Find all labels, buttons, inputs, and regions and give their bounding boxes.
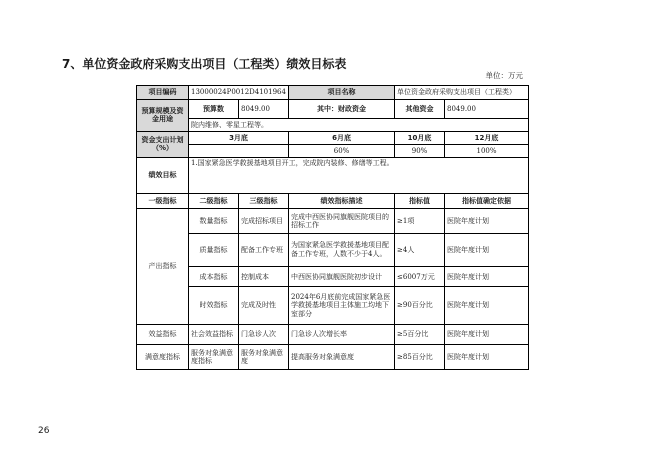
level3-indicator: 门急诊人次 (239, 324, 289, 344)
level3-indicator: 完成及时性 (239, 287, 289, 325)
table-row (137, 209, 529, 234)
month-header: 3月底 (189, 132, 289, 145)
unit-label: 单位：万元 (485, 71, 523, 80)
column-header: 二级指标 (189, 194, 239, 209)
level2-indicator: 社会效益指标 (189, 324, 239, 344)
plan-label: 资金支出计划（%） (137, 132, 189, 158)
budget-amount-label: 预算数 (189, 99, 239, 118)
indicator-value: ≥1项 (395, 209, 445, 234)
column-header: 指标值确定依据 (445, 194, 529, 209)
indicator-basis: 医院年度计划 (445, 233, 529, 266)
month-header: 10月底 (395, 132, 445, 145)
project-code: 13000024P0012D4101964 (189, 86, 289, 100)
level3-indicator: 完成招标项目 (239, 209, 289, 234)
fiscal-label: 其中：财政资金 (289, 99, 395, 118)
output-indicator-label: 产出指标 (137, 209, 189, 325)
column-header: 一级指标 (137, 194, 189, 209)
section-title: 7、单位资金政府采购支出项目（工程类）绩效目标表 (62, 57, 347, 71)
budget-amount: 8049.00 (239, 99, 289, 118)
table-row (137, 99, 529, 118)
level2-indicator: 服务对象满意度指标 (189, 345, 239, 370)
page-number: 26 (38, 426, 50, 436)
goal-text: 1.国家紧急医学救援基地项目开工，完成院内装修、修缮等工程。 (189, 157, 529, 193)
level3-indicator: 配备工作专班 (239, 233, 289, 266)
level2-indicator: 时效指标 (189, 287, 239, 325)
table-row (137, 119, 529, 132)
level3-indicator: 服务对象满意度 (239, 345, 289, 370)
indicator-description: 2024年6月底前完成国家紧急医学救援基地项目主体施工均地下室部分 (289, 287, 395, 325)
budget-label: 预算规模及资金用途 (137, 99, 189, 131)
level2-indicator: 成本指标 (189, 267, 239, 287)
project-name: 单位资金政府采购支出项目（工程类） (395, 86, 529, 100)
level2-indicator: 数量指标 (189, 209, 239, 234)
indicator-basis: 医院年度计划 (445, 267, 529, 287)
project-name-label: 项目名称 (289, 86, 395, 100)
plan-value: 90% (395, 144, 445, 157)
indicator-value: ≥85百分比 (395, 345, 445, 370)
column-header: 三级指标 (239, 194, 289, 209)
other-amount: 8049.00 (445, 99, 529, 118)
indicator-basis: 医院年度计划 (445, 324, 529, 344)
month-header: 6月底 (289, 132, 395, 145)
table-row (137, 345, 529, 370)
column-header: 指标值 (395, 194, 445, 209)
indicator-description: 门急诊人次增长率 (289, 324, 395, 344)
indicator-value: ≥90百分比 (395, 287, 445, 325)
indicator-value: ≥4人 (395, 233, 445, 266)
budget-usage: 院内维修、零星工程等。 (189, 119, 529, 132)
level3-indicator: 控制成本 (239, 267, 289, 287)
indicator-description: 为国家紧急医学救援基地项目配备工作专班，人数不少于4人。 (289, 233, 395, 266)
performance-target-table (136, 85, 529, 370)
table-row (137, 86, 529, 100)
satisfaction-indicator-label: 满意度指标 (137, 345, 189, 370)
other-label: 其他资金 (395, 99, 445, 118)
table-row (137, 324, 529, 344)
table-row (137, 287, 529, 325)
month-header: 12月底 (445, 132, 529, 145)
benefit-indicator-label: 效益指标 (137, 324, 189, 344)
table-row (137, 233, 529, 266)
column-header: 绩效指标描述 (289, 194, 395, 209)
table-header-row (137, 194, 529, 209)
table-row (137, 132, 529, 145)
goal-label: 绩效目标 (137, 157, 189, 193)
table-row (137, 157, 529, 193)
table-row (137, 144, 529, 157)
indicator-value: ≥5百分比 (395, 324, 445, 344)
indicator-basis: 医院年度计划 (445, 287, 529, 325)
indicator-description: 中西医协同旗舰医院初步设计 (289, 267, 395, 287)
indicator-basis: 医院年度计划 (445, 209, 529, 234)
plan-value: 100% (445, 144, 529, 157)
indicator-value: ≤6007万元 (395, 267, 445, 287)
table-row (137, 267, 529, 287)
project-code-label: 项目编码 (137, 86, 189, 100)
level2-indicator: 质量指标 (189, 233, 239, 266)
indicator-description: 提高服务对象满意度 (289, 345, 395, 370)
plan-value (189, 144, 289, 157)
indicator-basis: 医院年度计划 (445, 345, 529, 370)
plan-value: 60% (289, 144, 395, 157)
indicator-description: 完成中西医协同旗舰医院项目的招标工作 (289, 209, 395, 234)
